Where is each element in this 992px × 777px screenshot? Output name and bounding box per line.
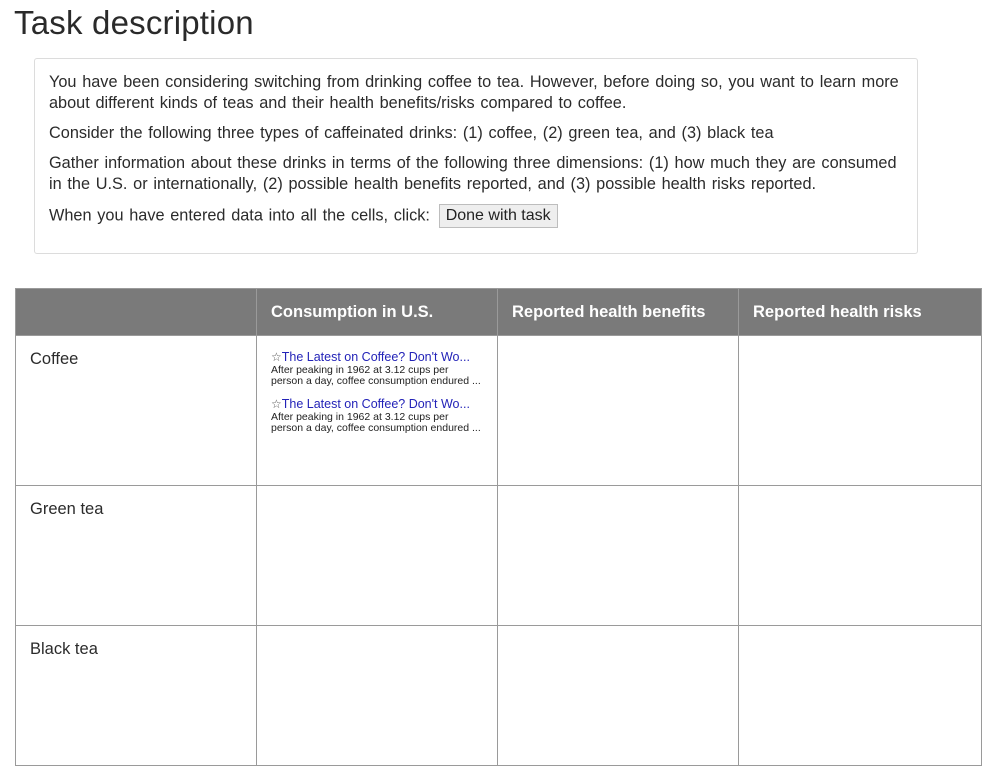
description-paragraph-3: Gather information about these drinks in terms of the following three dimensions: (1) how much they are consumed in the U.S. or internationally, (2) possible health benefits reported, and (3) possible health risks reported. xyxy=(49,154,897,193)
column-header-benefits: Reported health benefits xyxy=(498,289,739,336)
snippet-title[interactable]: The Latest on Coffee? Don't Wo... xyxy=(281,397,470,411)
done-instruction-text: When you have entered data into all the cells, click: xyxy=(49,206,430,225)
column-header-risks: Reported health risks xyxy=(739,289,982,336)
cell-coffee-benefits[interactable] xyxy=(498,336,739,486)
description-paragraph-1: You have been considering switching from drinking coffee to tea. However, before doing so, you want to learn more about different kinds of teas and their health benefits/risks compared to coffee. xyxy=(49,73,899,112)
snippet-link[interactable] xyxy=(271,350,483,365)
column-header-consumption: Consumption in U.S. xyxy=(257,289,498,336)
cell-black-tea-consumption[interactable] xyxy=(257,626,498,766)
table-row-green-tea xyxy=(16,486,982,626)
cell-green-tea-consumption[interactable] xyxy=(257,486,498,626)
cell-coffee-risks[interactable] xyxy=(739,336,982,486)
row-label-green-tea: Green tea xyxy=(16,486,257,626)
saved-snippet xyxy=(271,397,483,434)
cell-black-tea-risks[interactable] xyxy=(739,626,982,766)
star-icon: ☆ xyxy=(271,397,282,411)
snippet-text: After peaking in 1962 at 3.12 cups per person a day, coffee consumption endured ... xyxy=(271,364,481,387)
description-paragraph-4 xyxy=(49,204,903,228)
task-description-box xyxy=(34,58,918,254)
header-corner-cell xyxy=(16,289,257,336)
snippet-text: After peaking in 1962 at 3.12 cups per person a day, coffee consumption endured ... xyxy=(271,411,481,434)
cell-green-tea-risks[interactable] xyxy=(739,486,982,626)
table-row-coffee xyxy=(16,336,982,486)
row-label-coffee: Coffee xyxy=(16,336,257,486)
cell-coffee-consumption[interactable] xyxy=(257,336,498,486)
table-header-row xyxy=(16,289,982,336)
done-with-task-button[interactable]: Done with task xyxy=(439,204,558,228)
saved-snippet xyxy=(271,350,483,387)
snippet-link[interactable] xyxy=(271,397,483,412)
cell-editor[interactable] xyxy=(257,336,497,434)
cell-green-tea-benefits[interactable] xyxy=(498,486,739,626)
page-title: Task description xyxy=(14,4,254,41)
data-entry-table xyxy=(15,288,982,766)
snippet-title[interactable]: The Latest on Coffee? Don't Wo... xyxy=(281,350,470,364)
table-row-black-tea xyxy=(16,626,982,766)
description-paragraph-2: Consider the following three types of caffeinated drinks: (1) coffee, (2) green tea, and (3) black tea xyxy=(49,124,774,142)
cell-black-tea-benefits[interactable] xyxy=(498,626,739,766)
star-icon: ☆ xyxy=(271,350,282,364)
row-label-black-tea: Black tea xyxy=(16,626,257,766)
